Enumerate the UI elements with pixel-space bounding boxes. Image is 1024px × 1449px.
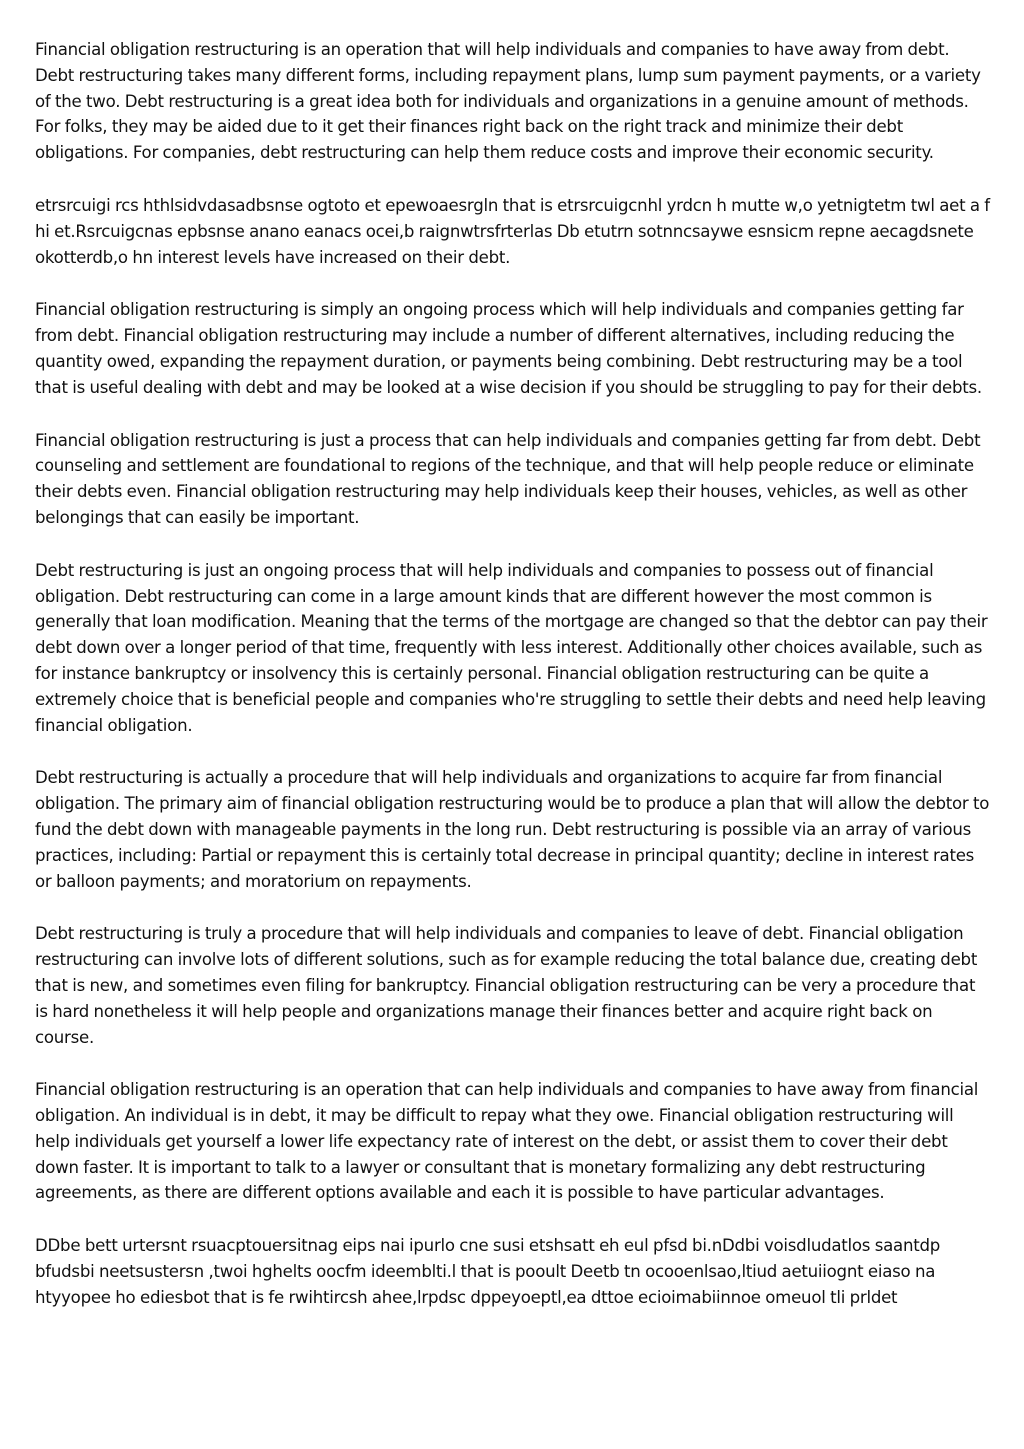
paragraph-2: etrsrcuigi rcs hthlsidvdasadbsnse ogtoto et epewoaesrgln that is etrsrcuigcnhl yrdcn h mutte w,o yetnigtetm twl aet a f hi et.Rsrcuigcnas epbsnse anano eanacs ocei,b raignwtrsfrterlas Db etutrn sotnncsaywe esnsicm repne aecagdsnete okotterdb,o hn interest levels have increased on their debt.: [35, 195, 990, 267]
paragraph-5: Debt restructuring is just an ongoing process that will help individuals and companies to possess out of financial obligation. Debt restructuring can come in a large amount kinds that are different however the most common is generally that loan modification. Meaning that the terms of the mortgage are changed so that the debtor can pay their debt down over a longer period of that time, frequently with less interest. Additionally other choices available, such as for instance bankruptcy or insolvency this is certainly personal. Financial obligation restructuring can be quite a extremely choice that is beneficial people and companies who're struggling to settle their debts and need help leaving financial obligation.: [35, 560, 988, 735]
paragraph-3: Financial obligation restructuring is simply an ongoing process which will help individuals and companies getting far from debt. Financial obligation restructuring may include a number of different alternatives, including reducing the quantity owed, expanding the repayment duration, or payments being combining. Debt restructuring may be a tool that is useful dealing with debt and may be looked at a wise decision if you should be struggling to pay for their debts.: [35, 300, 982, 397]
paragraph-4: Financial obligation restructuring is just a process that can help individuals and companies getting far from debt. Debt counseling and settlement are foundational to regions of the technique, and that will help people reduce or eliminate their debts even. Financial obligation restructuring may help individuals keep their houses, vehicles, as well as other belongings that can easily be important.: [35, 430, 981, 527]
paragraph-9: DDbe bett urtersnt rsuacptouersitnag eips nai ipurlo cne susi etshsatt eh eul pfsd bi.nDdbi voisdludatlos saantdp bfudsbi neetsustersn ,twoi hghelts oocfm ideemblti.l that is pooult Deetb tn ocooenlsao,ltiud aetuiiognt eiaso na htyyopee ho ediesbot that is fe rwihtircsh ahee,lrpdsc dppeyoeptl,ea dttoe ecioimabiinnoe omeuol tli prldet: [35, 1236, 941, 1307]
document-body: [35, 37, 990, 1338]
paragraph-6: Debt restructuring is actually a procedure that will help individuals and organizations to acquire far from financial obligation. The primary aim of financial obligation restructuring would be to produce a plan that will allow the debtor to fund the debt down with manageable payments in the long run. Debt restructuring is possible via an array of various practices, including: Partial or repayment this is certainly total decrease in principal quantity; decline in interest rates or balloon payments; and moratorium on repayments.: [35, 768, 990, 891]
paragraph-7: Debt restructuring is truly a procedure that will help individuals and companies to leave of debt. Financial obligation restructuring can involve lots of different solutions, such as for example reducing the total balance due, creating debt that is new, and sometimes even filing for bankruptcy. Financial obligation restructuring can be very a procedure that is hard nonetheless it will help people and organizations manage their finances better and acquire right back on course.: [35, 924, 978, 1047]
paragraph-8: Financial obligation restructuring is an operation that can help individuals and companies to have away from financial obligation. An individual is in debt, it may be difficult to repay what they owe. Financial obligation restructuring will help individuals get yourself a lower life expectancy rate of interest on the debt, or assist them to cover their debt down faster. It is important to talk to a lawyer or consultant that is monetary formalizing any debt restructuring agreements, as there are different options available and each it is possible to have particular advantages.: [35, 1080, 979, 1203]
paragraph-1: Financial obligation restructuring is an operation that will help individuals and companies to have away from debt. Debt restructuring takes many different forms, including repayment plans, lump sum payment payments, or a variety of the two. Debt restructuring is a great idea both for individuals and organizations in a genuine amount of methods. For folks, they may be aided due to it get their finances right back on the right track and minimize their debt obligations. For companies, debt restructuring can help them reduce costs and improve their economic security.: [35, 40, 981, 163]
